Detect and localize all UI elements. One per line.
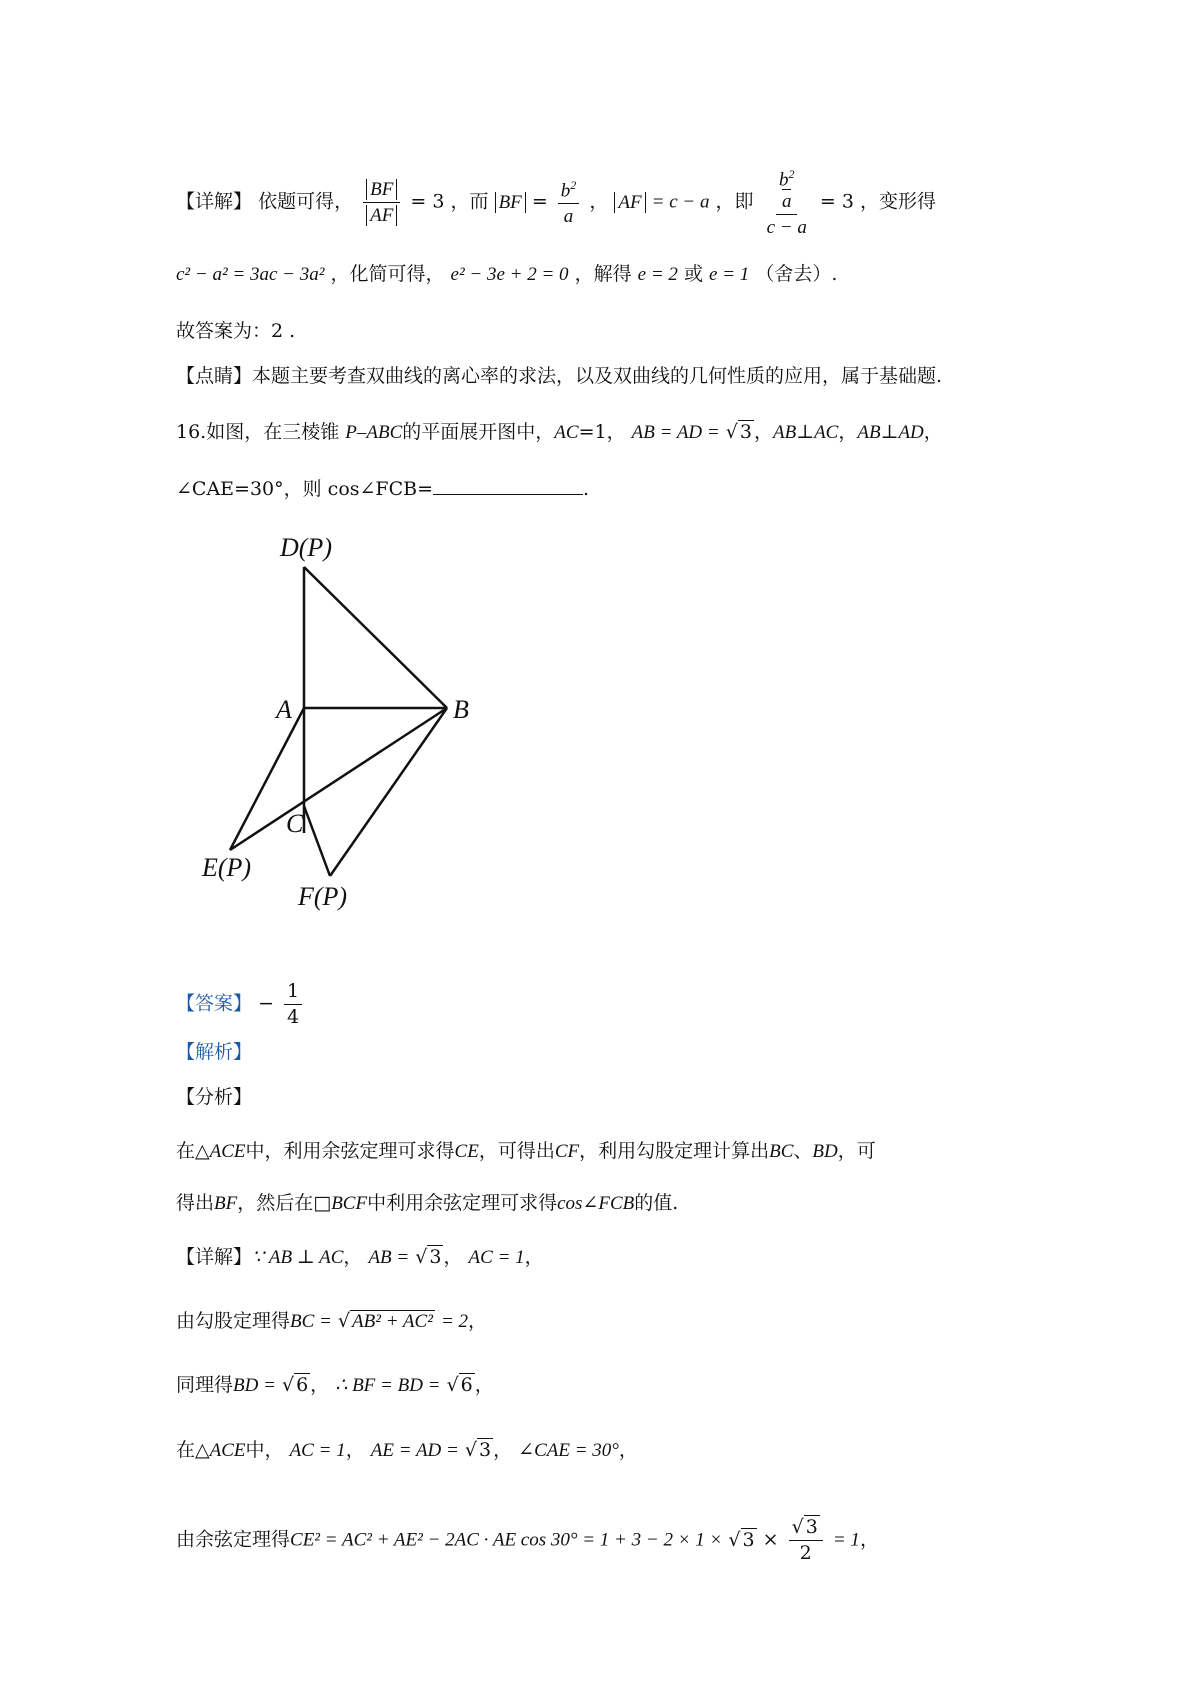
fraction-compound: $b^2$ a c − a [766, 167, 807, 239]
comment-line: 【点睛】本题主要考查双曲线的离心率的求法，以及双曲线的几何性质的应用，属于基础题. [176, 365, 943, 387]
problem-line-1: 16.如图，在三棱锥 P–ABC的平面展开图中，AC=1， AB = AD = √ 3 ，AB⊥AC，AB⊥AD， [176, 421, 943, 443]
fenxi-line-2: 得出BF，然后在□BCF中利用余弦定理可求得cos∠FCB的值. [176, 1192, 679, 1214]
label-B: B [453, 695, 469, 724]
detail2-line-2: 由勾股定理得BC = √ AB² + AC² = 2， [176, 1310, 488, 1332]
segment-D-B [304, 567, 447, 708]
answer-line: 故答案为：2 . [176, 320, 296, 342]
segment-F-B [330, 708, 447, 876]
answer-section: 【答案】 − $\frac{1}{4}$ [176, 982, 306, 1027]
net-figure [180, 520, 600, 920]
fraction-bf-af: $\frac{BF}{AF}$ [363, 180, 400, 225]
label-A: A [276, 695, 292, 724]
problem-line-2: ∠CAE=30°，则 cos∠FCB= . [176, 478, 590, 500]
label-D: D(P) [280, 533, 332, 562]
fenxi-line-1: 在△ACE中，利用余弦定理可求得CE，可得出CF，利用勾股定理计算出BC、BD，可 [176, 1140, 876, 1162]
analysis-tag: 【解析】 [176, 1041, 253, 1063]
detail2-line-5: 由余弦定理得CE² = AC² + AE² − 2AC · AE cos 30° = 1 + 3 − 2 × 1 × √ 3 × $\frac{√ 3}{2}$ = 1， [176, 1516, 879, 1564]
answer-blank [433, 478, 583, 495]
detail-tag: 【详解】 [176, 190, 253, 213]
fraction-b2-a: $\frac{b^2}{a}$ [558, 179, 580, 226]
segment-E-B [230, 708, 447, 850]
detail2-line-4: 在△ACE中， AC = 1， AE = AD = √ 3 ， ∠CAE = 30°， [176, 1439, 638, 1461]
detail2-line-1: 【详解】∵ AB ⊥ AC， AB = √ 3 ， AC = 1， [176, 1246, 544, 1268]
label-C: C [286, 809, 304, 838]
detail-line-1: 【详解】 依题可得， $\frac{BF}{AF}$ = 3 ，而 BF = $\frac{b^2}{a}$ ， AF = c − a ，即 $b^2$ a c − a = 3 ，变形得 [176, 167, 937, 239]
answer-fraction: $\frac{1}{4}$ [284, 982, 302, 1027]
detail2-line-3: 同理得BD = √ 6 ， ∴ BF = BD = √ 6 ， [176, 1374, 494, 1396]
fraction-sqrt3-2: $\frac{√ 3}{2}$ [789, 1518, 823, 1563]
segment-C-F [304, 806, 330, 876]
fenxi-tag: 【分析】 [176, 1086, 253, 1108]
label-F: F(P) [298, 882, 348, 911]
label-E: E(P) [202, 853, 252, 882]
detail-line-2: c² − a² = 3ac − 3a² ，化简可得， e² − 3e + 2 = 0 ，解得 e = 2 或 e = 1 （舍去）. [176, 263, 838, 285]
